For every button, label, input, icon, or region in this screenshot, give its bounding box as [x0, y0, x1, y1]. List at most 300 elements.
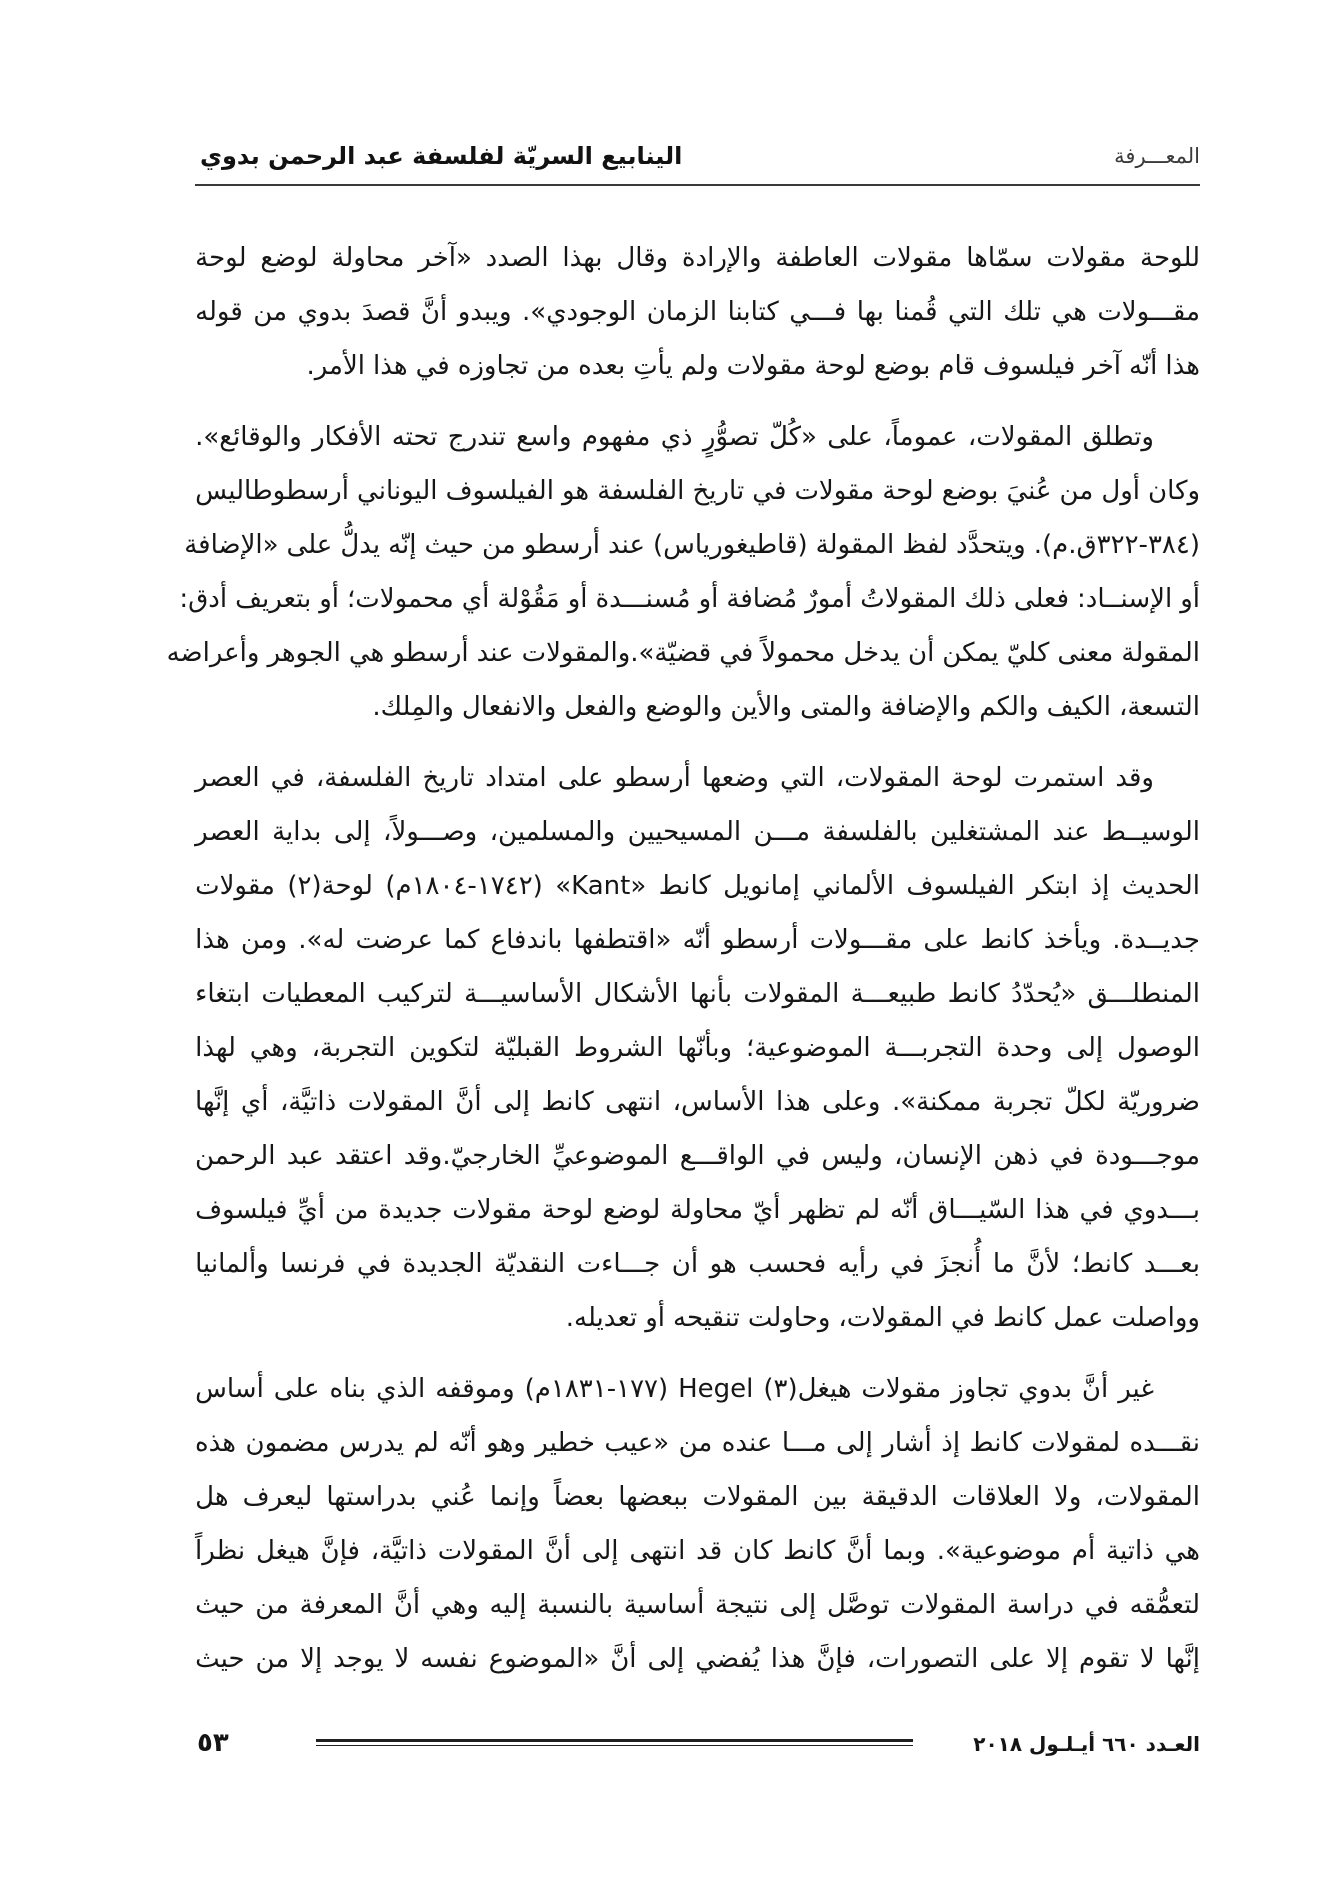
word: يدلُّ [340, 530, 381, 560]
word: لوضع [260, 243, 318, 273]
word: «اقتطفها [573, 925, 672, 955]
word: وحدة [996, 1033, 1053, 1063]
word: الذي [376, 1374, 426, 1404]
word: إلى [836, 1428, 873, 1458]
word: المنطلـــق [1087, 979, 1200, 1009]
word: الجديدة [402, 1249, 483, 1279]
word: في [270, 763, 305, 793]
word: نتيجة [715, 1590, 769, 1620]
word: لا [394, 1644, 410, 1674]
word: انتهى [629, 1536, 686, 1566]
word: كتابنا [727, 297, 779, 327]
word: تاريخ [692, 476, 745, 506]
word: حيث [424, 530, 474, 560]
text-line [195, 751, 1200, 805]
word: إنّه [388, 530, 417, 560]
text-line [166, 626, 1200, 680]
word: عموماً، [883, 422, 958, 452]
word: الدقيقة [861, 1482, 938, 1512]
word: بعده [578, 351, 626, 381]
word: رأيه [837, 1249, 879, 1279]
word: من [1059, 476, 1094, 506]
word: عمل [1053, 1303, 1104, 1333]
word: معنى [1057, 638, 1114, 668]
word: في [752, 476, 787, 506]
word: كانط [541, 1087, 594, 1117]
word: فيلسوف [982, 351, 1076, 381]
word: قام [938, 351, 975, 381]
word: على [827, 422, 874, 452]
word: (٣٨٤-٣٢٢ق.م). [1033, 530, 1200, 560]
word: هل [195, 1482, 229, 1512]
word: في [1049, 1141, 1084, 1171]
word: السّيـــاق [928, 1195, 1026, 1225]
word: «يُحدّدُ [1011, 979, 1077, 1009]
word: إلا [1046, 1644, 1069, 1674]
running-title: الينابيع السريّة لفلسفة عبد الرحمن بدوي [200, 142, 683, 170]
word: إنَّها [1165, 1644, 1200, 1674]
word: الإسنــاد: [1077, 584, 1173, 614]
word: اعتقد [335, 1141, 393, 1171]
word: باندفاع [490, 925, 563, 955]
word: واسع [516, 422, 572, 452]
word: لم [413, 1428, 439, 1458]
word: يمكن [942, 638, 999, 668]
paragraph [195, 751, 1200, 1345]
word: يدرس [338, 1428, 405, 1458]
word: من [255, 1590, 289, 1620]
word: طبيعـــة [850, 979, 937, 1009]
word: جديــدة. [1112, 925, 1200, 955]
word: فإنَّ [816, 1644, 856, 1674]
word: لوحة [195, 243, 247, 273]
text-line [195, 1362, 1200, 1416]
word: تقوم [1079, 1644, 1129, 1674]
text-line [195, 285, 1200, 339]
word: فيلسوف [195, 1195, 288, 1225]
word: لوضع [603, 1195, 661, 1225]
word: في [950, 1303, 985, 1333]
text-line [195, 464, 1200, 518]
text-line [195, 805, 1200, 859]
word: التصورات، [866, 1644, 979, 1674]
word: هيغل(٣) [763, 1374, 852, 1404]
word: النقديّة [494, 1249, 566, 1279]
word: أساس [195, 1374, 264, 1404]
word: إلى [647, 1644, 685, 1674]
word: يدخل [843, 638, 900, 668]
word: الأمر. [306, 351, 366, 381]
word: المسيحيين [627, 817, 742, 847]
word: أرسطو [722, 925, 799, 955]
word: أن [671, 1249, 699, 1279]
word: التي [948, 297, 993, 327]
word: أو [645, 1303, 666, 1333]
word: عند [1052, 817, 1090, 847]
word: (١٧٤٢-١٨٠٤م) [385, 871, 543, 901]
word: هذا [1165, 351, 1200, 381]
word: الشروط [574, 1033, 664, 1063]
word: مقولات [452, 1195, 533, 1225]
word: ما [992, 1249, 1015, 1279]
word: الأفكار [312, 422, 382, 452]
word: على [286, 530, 333, 560]
word: قُمنا [894, 297, 938, 327]
word: غير [1118, 1374, 1154, 1404]
word: أنّه [448, 1428, 477, 1458]
word: بدوي [297, 297, 352, 327]
word: والأين [730, 692, 793, 722]
word: ويتحدَّد [956, 530, 1026, 560]
word: الوجودي». [522, 297, 637, 327]
word: ذهن [993, 1141, 1039, 1171]
text-line [195, 1416, 1200, 1470]
word: أو [319, 584, 340, 614]
word: أساسية [623, 1590, 705, 1620]
word: لوحة [541, 1195, 594, 1225]
word: من [678, 1428, 713, 1458]
text-line [195, 231, 1200, 285]
word: ذي [660, 422, 693, 452]
word: أن [907, 638, 935, 668]
word: لتركيب [376, 979, 453, 1009]
word: هو [562, 476, 590, 506]
word: والإرادة [681, 243, 762, 273]
word: أرسطو [523, 530, 601, 560]
magazine-logo: المعـــرفة [1114, 144, 1200, 168]
word: العاطفة [775, 243, 859, 273]
word: وبأنّها [677, 1033, 733, 1063]
word: هذا [776, 1087, 811, 1117]
word: عُنيَ [1006, 476, 1052, 506]
word: إلى [1066, 1033, 1104, 1063]
footer-rule [316, 1739, 913, 1746]
text-line [195, 967, 1200, 1021]
word: وموقفه [435, 1374, 515, 1404]
word: إلى [493, 1087, 530, 1117]
word: تصوُّرٍ [702, 422, 759, 452]
word: من [253, 297, 287, 327]
word: «عيب [604, 1428, 670, 1458]
word: (١٧٧-١٨٣١م) [524, 1374, 669, 1404]
text-line [195, 1632, 1200, 1686]
word: الفيلسوف [906, 871, 1015, 901]
word: أنَّ [610, 1644, 637, 1674]
word: هذا [770, 1644, 806, 1674]
page-number: ٥٣ [197, 1728, 229, 1758]
word: الأساسيـــة [464, 979, 583, 1009]
word: قصدَ [361, 297, 411, 327]
word: إلى [333, 817, 371, 847]
word: قوله [195, 297, 243, 327]
word: وليس [821, 1141, 883, 1171]
word: أيّ [752, 1195, 781, 1225]
word: والمِلك. [372, 692, 454, 722]
word: والانفعال [461, 692, 557, 722]
word: الزمان [646, 297, 718, 327]
word: لهذا [195, 1033, 236, 1063]
word: وتطلق [1082, 422, 1154, 452]
word: إمانويل [723, 871, 800, 901]
word: استمرت [1013, 763, 1105, 793]
text-line [184, 518, 1200, 572]
word: مقولات [726, 351, 807, 381]
word: امتداد [485, 763, 547, 793]
word: تنقيحه [673, 1303, 740, 1333]
word: إذ [1090, 871, 1110, 901]
word: لتكوين [409, 1033, 480, 1063]
word: أشار [882, 1428, 932, 1458]
text-line [195, 410, 1200, 464]
word: محمولاً [761, 638, 836, 668]
word: الجوهر [267, 638, 341, 668]
word: قضيّة».والمقولات [521, 638, 712, 668]
word: فحسب [748, 1249, 827, 1279]
word: وقد [1115, 763, 1154, 793]
text-line [195, 1075, 1200, 1129]
word: أرسطو [392, 638, 469, 668]
paragraph [166, 410, 1200, 734]
word: هو [709, 1249, 737, 1279]
word: لفظ [902, 530, 949, 560]
word: هيغل [255, 1536, 310, 1566]
word: وهي [430, 1590, 479, 1620]
word: لوحة [814, 351, 866, 381]
word: في [1079, 1195, 1114, 1225]
word: للوحة [1140, 243, 1200, 273]
word: مضمون [245, 1428, 330, 1458]
word: المعرفة [299, 1590, 384, 1620]
word: لكلّ [1063, 1087, 1106, 1117]
word: مفهوم [581, 422, 651, 452]
word: وعلى [822, 1087, 881, 1117]
word: مُضافة [726, 584, 798, 614]
word: في [775, 1141, 811, 1171]
word: تجاوز [951, 1374, 1009, 1404]
word: ويبدو [457, 297, 512, 327]
word: الرحمن [195, 1141, 276, 1171]
word: وضعها [701, 763, 769, 793]
word: بعضاً [553, 1482, 605, 1512]
word: التجربة، [311, 1033, 396, 1063]
word: العصر [195, 817, 260, 847]
word: ممكنة». [891, 1087, 982, 1117]
word: بدوي [1018, 1374, 1072, 1404]
word: المقولات، [835, 763, 941, 793]
word: محمولات؛ [347, 584, 454, 614]
word: تجاوزه [457, 351, 529, 381]
word: بها [856, 297, 884, 327]
word: هي [1051, 297, 1087, 327]
word: من [481, 530, 516, 560]
word: أنّه [1129, 351, 1158, 381]
word: هذا [195, 925, 230, 955]
word: سمّاها [966, 243, 1033, 273]
word: المقولاتُ [860, 584, 957, 614]
text-line [195, 1470, 1200, 1524]
word: «آخر [418, 243, 472, 273]
word: تظهر [790, 1195, 846, 1225]
word: ذاتيَّة، [370, 1536, 427, 1566]
word: هذا [1035, 1195, 1070, 1225]
text-line [195, 1183, 1200, 1237]
word: عبد [286, 1141, 324, 1171]
word: وحاولت [747, 1303, 831, 1333]
word: أنّه [682, 925, 711, 955]
word: الصدد [485, 243, 549, 273]
word: أو [698, 584, 719, 614]
word: بوضع [941, 476, 999, 506]
word: المقولات [900, 1590, 997, 1620]
word: القبليّة [493, 1033, 561, 1063]
word: مقـــولات [809, 925, 913, 955]
text-line [195, 913, 1200, 967]
word: يأتِ [633, 351, 673, 381]
word: تحته [391, 422, 438, 452]
word: انتهى [605, 1087, 662, 1117]
word: الموضوعيِّ [552, 1141, 669, 1171]
word: هذا [373, 351, 408, 381]
word: المقولات، [967, 422, 1073, 452]
word: مَقُوْلة [497, 584, 560, 614]
word: من [255, 1644, 290, 1674]
word: له». [298, 925, 345, 955]
issue-label: العـدد ٦٦٠ أيـلـول ٢٠١٨ [973, 1732, 1200, 1756]
word: أنَّ [455, 1087, 482, 1117]
word: ولم [680, 351, 719, 381]
word: المقولات [437, 1536, 534, 1566]
word: المعطيات [261, 979, 366, 1009]
word: أول [1101, 476, 1140, 506]
word: الفلسفة، [315, 763, 412, 793]
word: في [890, 1249, 925, 1279]
word: بناه [329, 1374, 367, 1404]
text-line [195, 1578, 1200, 1632]
word: أرسطو [614, 763, 691, 793]
word: مقولات [195, 871, 275, 901]
word: عند [608, 530, 646, 560]
word: هي [1164, 1536, 1200, 1566]
word: كانط [980, 925, 1033, 955]
word: مـــن [753, 817, 811, 847]
word: التسعة، [1118, 692, 1200, 722]
word: «كُلّ [768, 422, 817, 452]
word: أنّه [889, 1195, 919, 1225]
word: «Kant» [555, 871, 647, 901]
word: أمورٌ [805, 584, 853, 614]
word: الخارجيّ.وقد [403, 1141, 541, 1171]
word: على [989, 1644, 1036, 1674]
word: ويأخذ [1043, 925, 1102, 955]
word: هي [348, 638, 385, 668]
word: أدق: [179, 584, 228, 614]
word: ابتغاء [195, 979, 251, 1009]
word: حيث [195, 1644, 245, 1674]
text-line [195, 1291, 1200, 1345]
word: الإنسان، [894, 1141, 982, 1171]
word: تندرج [447, 422, 506, 452]
word: ببعضها [618, 1482, 689, 1512]
word: إلى [581, 1536, 619, 1566]
word: محاولة [670, 1195, 744, 1225]
word: وقال [616, 243, 669, 273]
word: مقولات [1046, 243, 1127, 273]
word: فـــي [789, 297, 847, 327]
word: وأعراضه [166, 638, 260, 668]
word: كانط؛ [1071, 1249, 1133, 1279]
text-line [195, 339, 1200, 393]
word: لمقولات [1031, 1428, 1121, 1458]
word: في [719, 638, 754, 668]
word: على [273, 1374, 320, 1404]
word: إذ [941, 1428, 961, 1458]
word: وألمانيا [195, 1249, 269, 1279]
word: خطير [535, 1428, 595, 1458]
paragraph [195, 231, 1200, 393]
word: هذه [195, 1428, 237, 1458]
word: الوصول [1117, 1033, 1200, 1063]
word: بتعريف [235, 584, 312, 614]
word: دراسة [1006, 1590, 1075, 1620]
word: نظراً [195, 1536, 246, 1566]
word: الموضوعية؛ [745, 1033, 871, 1063]
word: من [334, 1195, 369, 1225]
word: كليّ [1006, 638, 1050, 668]
word: من [536, 351, 571, 381]
text-line [195, 1129, 1200, 1183]
text-line [195, 1021, 1200, 1075]
word: آخر [1083, 351, 1121, 381]
word: وكان [1148, 476, 1200, 506]
word: نقـــده [1129, 1428, 1200, 1458]
word: إلا [300, 1644, 323, 1674]
word: إنَّها [195, 1087, 230, 1117]
word: الوسيــط [1101, 817, 1200, 847]
word: الفيلسوف [445, 476, 554, 506]
word: لوحة [951, 763, 1003, 793]
word: لم [854, 1195, 881, 1225]
word: المقولة [815, 530, 895, 560]
word: بالنسبة [537, 1590, 614, 1620]
word: الحديث [1121, 871, 1200, 901]
word: والفعل [564, 692, 638, 722]
word: كانط [992, 1303, 1046, 1333]
word: والوقائع». [195, 422, 302, 452]
word: يوجد [333, 1644, 384, 1674]
word: المشتغلين [930, 817, 1041, 847]
header-rule [195, 184, 1200, 186]
word: ذاتية [1106, 1536, 1154, 1566]
word: أُنجزَ [935, 1249, 982, 1279]
word: كما [444, 925, 480, 955]
word: الكيف [1046, 692, 1111, 722]
word: محاولة [331, 243, 405, 273]
word: مُسنـــدة [595, 584, 691, 614]
word: اليوناني [357, 476, 438, 506]
word: عند [476, 638, 514, 668]
word: المقولات [743, 979, 840, 1009]
word: بين [812, 1482, 848, 1512]
word: تجربة [992, 1087, 1053, 1117]
word: الأشكال [593, 979, 679, 1009]
word: مقـــولات [1097, 297, 1200, 327]
word: والكم [979, 692, 1039, 722]
word: أي [461, 584, 490, 614]
word: جـــاءت [576, 1249, 661, 1279]
text-line [195, 680, 1200, 734]
word: بعـــد [1143, 1249, 1200, 1279]
word: وإنما [489, 1482, 540, 1512]
